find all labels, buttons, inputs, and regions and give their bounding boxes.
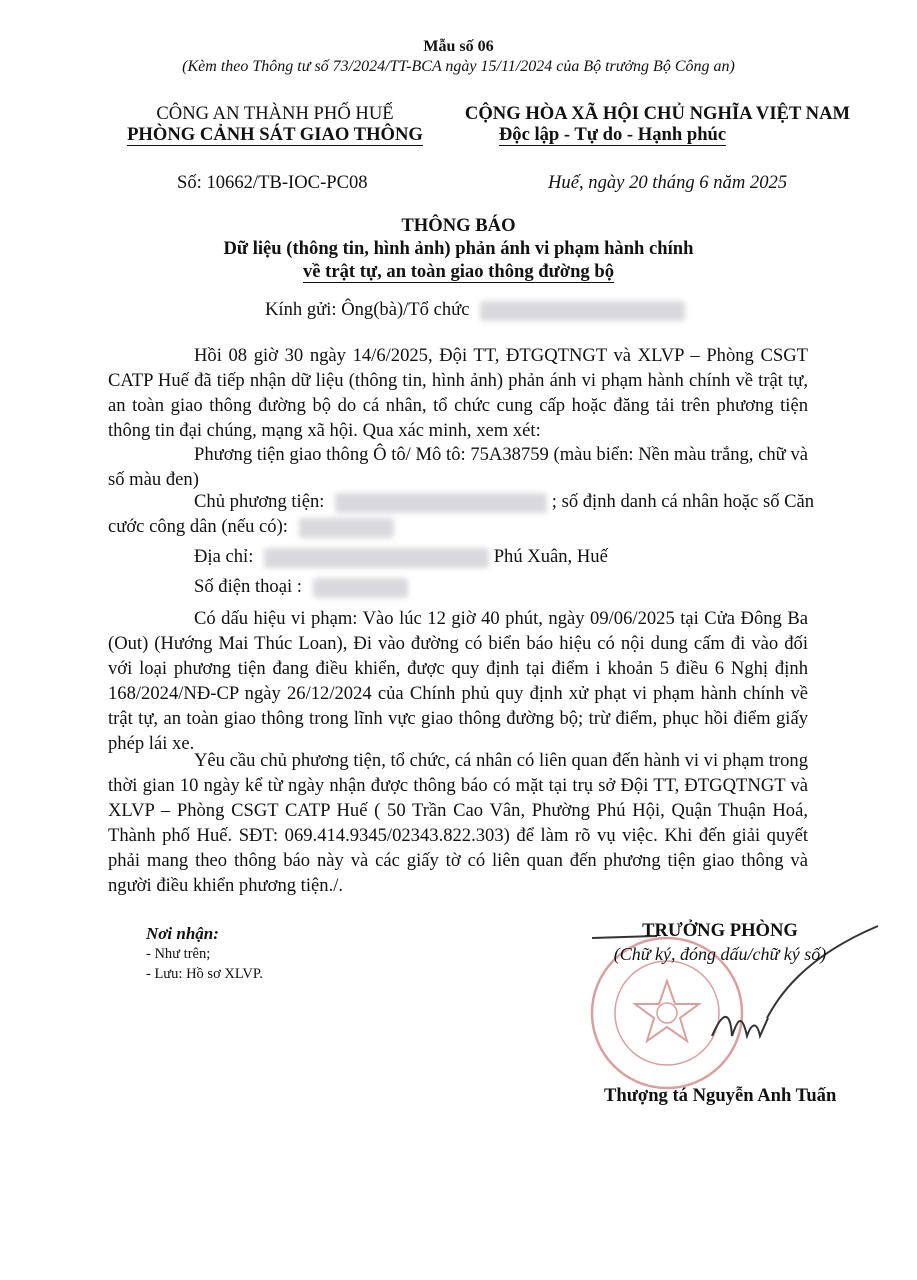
recipient-label: Kính gửi: Ông(bà)/Tổ chức [265,299,470,320]
owner-id-label: ; số định danh cá nhân hoặc số Căn [551,491,815,512]
redacted-owner-id [299,518,394,538]
place-date: Huế, ngày 20 tháng 6 năm 2025 [548,172,788,193]
redacted-phone [313,578,408,598]
owner-id-label-2: cước công dân (nếu có): [108,516,288,537]
recipients-item-1: - Như trên; [146,946,211,962]
document-subtitle-2 [0,261,917,283]
signature-note: (Chữ ký, đóng dấu/chữ ký số) [613,944,827,964]
owner-line [194,491,814,513]
document-subtitle-2-text: về trật tự, an toàn giao thông đường bộ [302,261,615,282]
nation-line1: CỘNG HÒA XÃ HỘI CHỦ NGHĨA VIỆT NAM [464,103,851,124]
redacted-owner-name [335,493,547,513]
owner-label: Chủ phương tiện: [194,491,325,512]
recipients-label: Nơi nhận: [146,924,219,943]
document-subtitle-1: Dữ liệu (thông tin, hình ảnh) phản ánh vi phạm hành chính [223,238,694,259]
form-number: Mẫu số 06 [423,38,494,55]
agency-line1: CÔNG AN THÀNH PHỐ HUẾ [156,103,394,124]
agency-line2 [110,124,440,146]
nation-line2-text: Độc lập - Tự do - Hạnh phúc [498,124,727,145]
intro-paragraph: Hồi 08 giờ 30 ngày 14/6/2025, Đội TT, ĐTGQTNGT và XLVP – Phòng CSGT CATP Huế đã tiếp nhận dữ liệu (thông tin, hình ảnh) phản ánh vi phạm hành chính về trật tự, an toàn giao thông đường bộ do cá nhân, tổ chức cung cấp hoặc đăng tải trên phương tiện thông tin đại chúng, mạng xã hội. Qua xác minh, xem xét: [108,345,808,441]
recipients-item-2: - Lưu: Hồ sơ XLVP. [146,966,263,982]
phone-line [194,576,408,598]
violation-paragraph: Có dấu hiệu vi phạm: Vào lúc 12 giờ 40 phút, ngày 09/06/2025 tại Cửa Đông Ba (Out) (Hướng Mai Thúc Loan), Đi vào đường có biển báo hiệu có nội dung cấm đi vào đối với loại phương tiện đang điều khiển, được quy định tại điểm i khoản 5 điều 6 Nghị định 168/2024/NĐ-CP ngày 26/12/2024 của Chính phủ quy định xử phạt vi phạm hành chính về trật tự, an toàn giao thông trong lĩnh vực giao thông đường bộ; trừ điểm, phục hồi điểm giấy phép lái xe. [108,608,808,754]
address-suffix: Phú Xuân, Huế [493,546,608,567]
vehicle-paragraph: Phương tiện giao thông Ô tô/ Mô tô: 75A38759 (màu biển: Nền màu trắng, chữ và số màu đen) [108,444,808,490]
document-number: Số: 10662/TB-IOC-PC08 [177,172,368,193]
address-line [194,546,608,568]
signature-title: TRƯỞNG PHÒNG [642,920,798,941]
nation-line2 [440,124,785,146]
owner-id-line [108,516,394,538]
agency-line2-text: PHÒNG CẢNH SÁT GIAO THÔNG [127,124,423,145]
signer-name: Thượng tá Nguyễn Anh Tuấn [604,1085,837,1106]
phone-label: Số điện thoại : [194,576,302,597]
form-attached-note: (Kèm theo Thông tư số 73/2024/TT-BCA ngày 15/11/2024 của Bộ trưởng Bộ Công an) [182,58,735,75]
recipient-line [265,299,685,321]
address-label: Địa chỉ: [194,546,254,567]
redacted-address [264,548,489,568]
redacted-recipient [480,301,685,321]
request-paragraph: Yêu cầu chủ phương tiện, tổ chức, cá nhân có liên quan đến hành vi vi phạm trong thời gian 10 ngày kể từ ngày nhận được thông báo có mặt tại trụ sở Đội TT, ĐTGQTNGT và XLVP – Phòng CSGT CATP Huế ( 50 Trần Cao Vân, Phường Phú Hội, Quận Thuận Hoá, Thành phố Huế. SĐT: 069.414.9345/02343.822.303) để làm rõ vụ việc. Khi đến giải quyết phải mang theo thông báo này và các giấy tờ có liên quan đến phương tiện giao thông và người điều khiển phương tiện./. [108,750,808,896]
document-title: THÔNG BÁO [401,215,516,236]
